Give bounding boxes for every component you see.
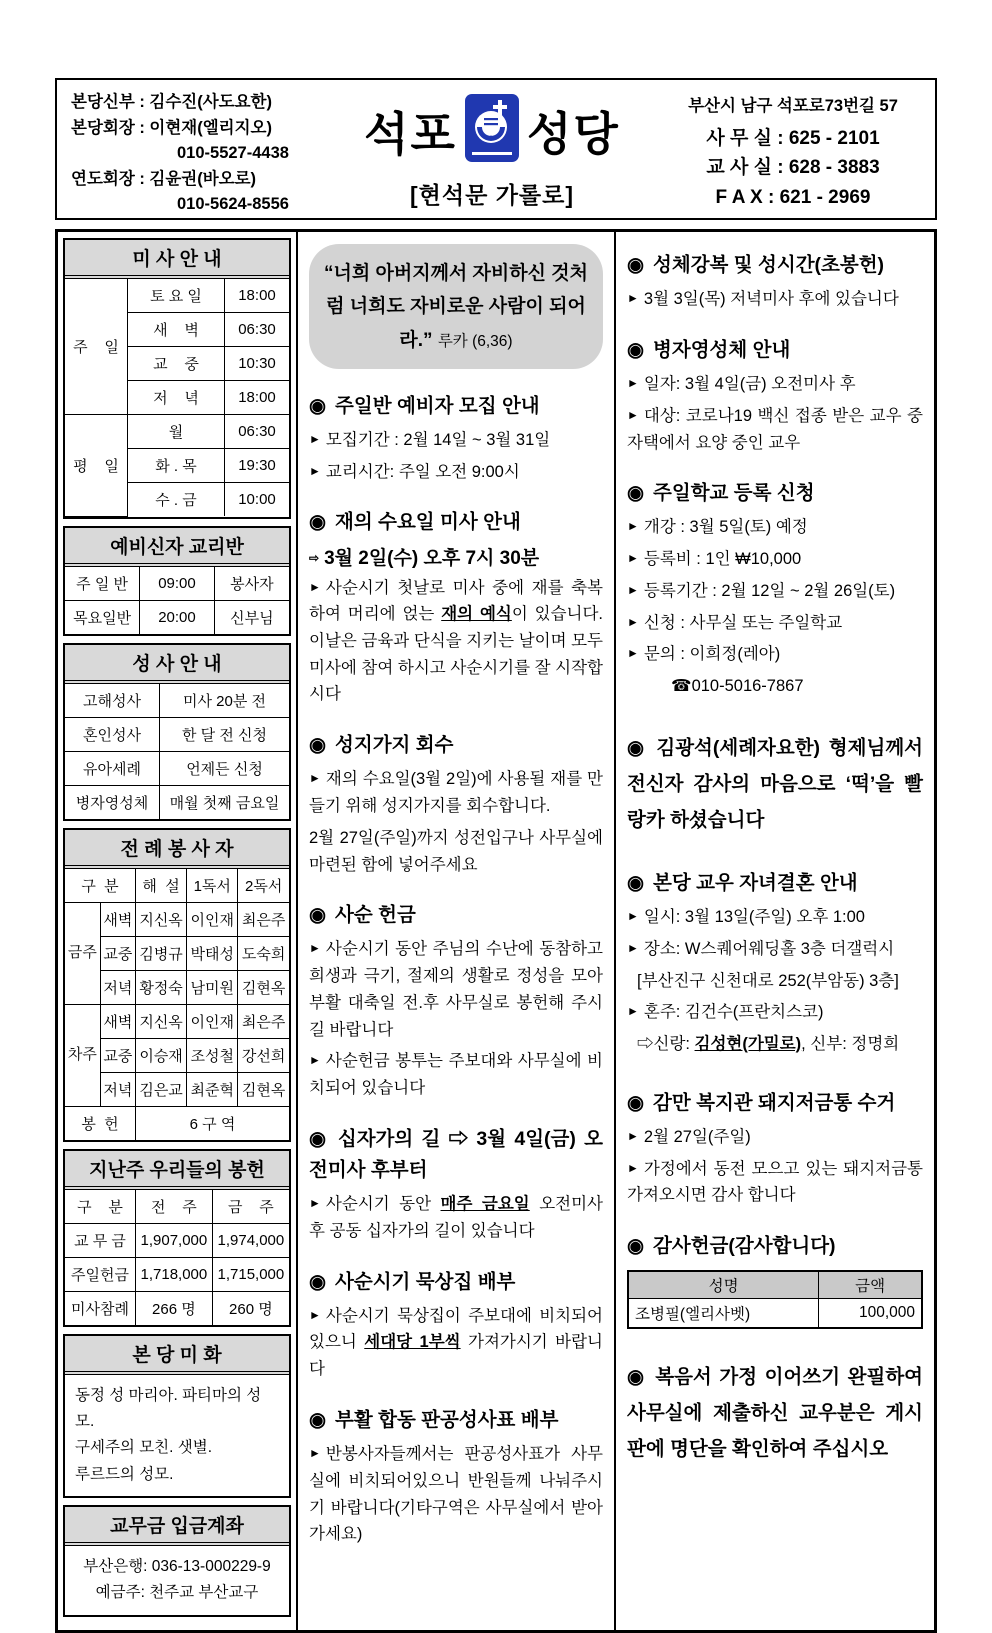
mass-schedule-table (63, 238, 291, 519)
middle-column (298, 232, 616, 1630)
section-bullet-icon: ◉ (309, 1408, 327, 1431)
cell: 266 명 (136, 1291, 213, 1325)
cell: 구 분 (65, 869, 136, 903)
table-row (65, 1291, 289, 1325)
cell: 교중 (100, 936, 135, 970)
account-line: 부산은행: 036-13-000229-9 (83, 1557, 271, 1575)
scripture-quote: “너희 아버지께서 자비하신 것처럼 너희도 자비로운 사람이 되어라.” 루카 (6,36) (309, 244, 603, 369)
contact-line: F A X : 621 - 2969 (715, 186, 871, 208)
staff-phone: 010-5527-4438 (177, 144, 289, 163)
thanks-offering-table (627, 1270, 923, 1329)
bullet-icon: ► (309, 463, 321, 478)
sacraments-table (63, 643, 291, 821)
cell: 차주 (65, 1004, 100, 1106)
cell: 신부님 (214, 600, 289, 634)
section-meditation-book: ◉ 사순시기 묵상집 배부 ► 사순시기 묵상집이 주보대에 비치되어 있으니 세대당 1부씩 가져가시기 바랍니다 (309, 1270, 603, 1379)
cell: 이인재 (187, 902, 238, 936)
table-row (65, 684, 289, 718)
offerings-table (63, 1149, 291, 1327)
section-bullet-icon: ◉ (627, 482, 645, 505)
table-title: 전 례 봉 사 자 (65, 830, 289, 869)
bullet-icon: ► (627, 1128, 639, 1143)
left-column (58, 232, 298, 1630)
cell: 새벽 (100, 902, 135, 936)
cell: 남미원 (187, 970, 238, 1004)
cell: 교중 (100, 1038, 135, 1072)
cell: 1독서 (187, 869, 238, 903)
bank-account-box (63, 1505, 291, 1617)
arrow-icon: ⇨ (309, 550, 320, 565)
bullet-icon: ► (309, 1196, 321, 1211)
cell: 10:30 (225, 347, 290, 381)
bullet-icon: ► (309, 579, 321, 594)
flower-line: 동정 성 마리아. 파티마의 성모. (75, 1386, 262, 1430)
cell: 성명 (628, 1271, 819, 1299)
cell: 20:00 (140, 600, 215, 634)
contact-line: 교 사 실 : 628 - 3883 (706, 157, 880, 179)
section-palm-collection: ◉ 성지가지 회수 ► 재의 수요일(3월 2일)에 사용될 재를 만들기 위해 성지가지를 회수합니다. 2월 27일(주일)까지 성전입구나 사무실에 마련된 함에 넣어주세요 (309, 734, 603, 874)
table-title: 본 당 미 화 (65, 1336, 289, 1375)
table-row (65, 751, 289, 785)
table-row (65, 279, 289, 313)
cell: 최은주 (238, 1004, 289, 1038)
section-ricecake-thanks: ◉ 김광석(세례자요한) 형제님께서 전신자 감사의 마음으로 ‘떡’을 빨랑카 하셨습니다 (627, 736, 923, 831)
main-body (55, 229, 937, 1633)
table-row (628, 1271, 922, 1299)
flower-line: 구세주의 모친. 샛별. (75, 1439, 213, 1457)
bullet-icon: ► (627, 376, 639, 391)
staff-phone: 010-5624-8556 (177, 195, 289, 214)
cell: 100,000 (819, 1299, 922, 1329)
cell: 봉 헌 (65, 1106, 136, 1140)
table-title: 교무금 입금계좌 (65, 1507, 289, 1546)
cell: 06:30 (225, 415, 290, 449)
cell: 박태성 (187, 936, 238, 970)
bullet-icon: ► (627, 582, 639, 597)
table-title: 미 사 안 내 (65, 240, 289, 279)
section-communion-sick: ◉ 병자영성체 안내 ► 일자: 3월 4일(금) 오전미사 후 ► 대상: 코로나19 백신 접종 받은 교우 중 자택에서 요양 중인 교우 (627, 338, 923, 452)
cell: 언제든 신청 (160, 751, 290, 785)
table-title: 지난주 우리들의 봉헌 (65, 1151, 289, 1190)
cell: 06:30 (225, 313, 290, 347)
section-sunday-school: ◉ 주일학교 등록 신청 ► 개강 : 3월 5일(토) 예정 ► 등록비 : 1인 ₩10,000 ► 등록기간 : 2월 12일 ~ 2월 26일(토) ► 신청 : 사무실 또는 주일학교 ► 문의 : 이희정(레아) ☎010-5016-7867 (627, 482, 896, 696)
cell: 봉사자 (214, 567, 289, 601)
section-lent-offering: ◉ 사순 헌금 ► 사순시기 동안 주님의 수난에 동참하고 희생과 극기, 절제의 생활로 정성을 모아 부활 대축일 전.후 사무실로 봉헌해 주시길 바랍니다 ► 사순헌금 봉투는 주보대와 사무실에 비치되어 있습니다 (309, 904, 603, 1097)
section-stations-of-cross: ◉ 십자가의 길 ⇨ 3월 4일(금) 오전미사 후부터 ► 사순시기 동안 매주 금요일 오전미사 후 공동 십자가의 길이 있습니다 (309, 1127, 603, 1240)
cell: 최준혁 (187, 1072, 238, 1106)
cell: 조병필(엘리사벳) (628, 1299, 819, 1329)
cell: 1,718,000 (136, 1257, 213, 1291)
cell: 미사참례 (65, 1291, 136, 1325)
table-row (65, 1004, 289, 1038)
table-title: 예비신자 교리반 (65, 528, 289, 567)
table-row (65, 1190, 289, 1224)
section-catechumen-recruit: ◉ 주일반 예비자 모집 안내 ► 모집기간 : 2월 14일 ~ 3월 31일 ► 교리시간: 주일 오전 9:00시 (309, 394, 551, 481)
church-name-right: 성당 (527, 107, 620, 160)
diocese-logo-icon (465, 94, 519, 167)
cell: 교 무 금 (65, 1223, 136, 1257)
bullet-icon: ► (627, 940, 639, 955)
bullet-icon: ► (309, 941, 321, 956)
section-bullet-icon: ◉ (309, 904, 327, 927)
section-bullet-icon: ◉ (627, 338, 645, 361)
cell: 강선희 (238, 1038, 289, 1072)
cell: 김현옥 (238, 970, 289, 1004)
cell: 김병규 (136, 936, 187, 970)
cell: 주 일 (65, 279, 128, 415)
right-column (616, 232, 934, 1630)
cell: 저 녁 (128, 381, 225, 415)
bullet-icon: ► (309, 431, 321, 446)
cell: 병자영성체 (65, 785, 160, 819)
cell: 조성철 (187, 1038, 238, 1072)
cell: 혼인성사 (65, 717, 160, 751)
table-row (65, 415, 289, 449)
arrow-icon: ⇨ (448, 1127, 469, 1150)
cell: 새벽 (100, 1004, 135, 1038)
section-bullet-icon: ◉ (627, 1235, 645, 1258)
cell: 금주 (65, 902, 100, 1004)
table-row (65, 1106, 289, 1140)
cell: 저녁 (100, 970, 135, 1004)
staff-line: 연도회장 : 김윤권(바오로) (71, 169, 257, 188)
cell: 18:00 (225, 279, 290, 313)
cell: 한 달 전 신청 (160, 717, 290, 751)
section-benediction: ◉ 성체강복 및 성시간(초봉헌) ► 3월 3일(목) 저녁미사 후에 있습니다 (627, 254, 899, 309)
bullet-icon: ► (627, 646, 639, 661)
cell: 매월 첫째 금요일 (160, 785, 290, 819)
section-gospel-writing: ◉ 복음서 가정 이어쓰기 완필하여 사무실에 제출하신 교우분은 게시판에 명단을 확인하여 주십시오 (627, 1366, 924, 1461)
table-row (628, 1299, 922, 1329)
cell: 1,715,000 (212, 1257, 289, 1291)
phone-icon: ☎ (671, 677, 692, 696)
cell: 고해성사 (65, 684, 160, 718)
cell: 토 요 일 (128, 279, 225, 313)
bullet-icon: ► (627, 1160, 639, 1175)
bullet-icon: ► (627, 519, 639, 534)
cell: 지신옥 (136, 1004, 187, 1038)
bullet-icon: ► (627, 909, 639, 924)
cell: 목요일반 (65, 600, 140, 634)
header (55, 78, 937, 220)
cell: 1,974,000 (212, 1223, 289, 1257)
cell: 평 일 (65, 415, 128, 517)
staff-line: 본당회장 : 이현재(엘리지오) (71, 118, 272, 137)
section-bullet-icon: ◉ (309, 1270, 327, 1293)
table-row (65, 567, 289, 601)
cell: 최은주 (238, 902, 289, 936)
cell: 도숙희 (238, 936, 289, 970)
table-row (65, 1257, 289, 1291)
cell: 2독서 (238, 869, 289, 903)
cell: 260 명 (212, 1291, 289, 1325)
section-bullet-icon: ◉ (309, 1127, 329, 1150)
arrow-icon: ⇨ (637, 1035, 654, 1053)
cell: 주일헌금 (65, 1257, 136, 1291)
table-row (65, 717, 289, 751)
contact-line: 사 무 실 : 625 - 2101 (706, 128, 880, 149)
section-piggy-bank: ◉ 감만 복지관 돼지저금통 수거 ► 2월 27일(주일) ► 가정에서 동전 모으고 있는 돼지저금통 가져오시면 감사 합니다 (627, 1091, 923, 1205)
section-bullet-icon: ◉ (309, 734, 327, 757)
cell: 월 (128, 415, 225, 449)
cell: 09:00 (140, 567, 215, 601)
section-bullet-icon: ◉ (627, 1366, 647, 1389)
cell: 미사 20분 전 (160, 684, 290, 718)
table-row (65, 1223, 289, 1257)
cell: 19:30 (225, 449, 290, 483)
church-title-block (333, 80, 651, 218)
cell: 해 설 (136, 869, 187, 903)
cell: 주 일 반 (65, 567, 140, 601)
bullet-icon: ► (627, 407, 639, 422)
table-row (65, 600, 289, 634)
bullet-icon: ► (309, 1307, 321, 1322)
liturgy-servers-table (63, 828, 291, 1142)
patron-name: [현석문 가롤로] (409, 182, 575, 208)
section-bullet-icon: ◉ (309, 511, 327, 534)
cell: 수 . 금 (128, 483, 225, 517)
cell: 18:00 (225, 381, 290, 415)
cell: 금액 (819, 1271, 922, 1299)
section-thanks-offering: ◉ 감사헌금(감사합니다) 성명 금액 조병필(엘리사벳) 100,000 (627, 1231, 923, 1329)
cell: 교 중 (128, 347, 225, 381)
church-flowers-box (63, 1334, 291, 1498)
table-row (65, 869, 289, 903)
section-bullet-icon: ◉ (627, 1091, 645, 1114)
bullet-icon: ► (627, 1004, 639, 1019)
section-bullet-icon: ◉ (627, 871, 645, 894)
section-bullet-icon: ◉ (627, 254, 645, 276)
bullet-icon: ► (309, 1446, 321, 1461)
scripture-ref: 루카 (6,36) (437, 332, 513, 350)
cell: 6 구 역 (136, 1106, 290, 1140)
flower-line: 루르드의 성모. (75, 1465, 174, 1483)
table-row (65, 785, 289, 819)
section-wedding: ◉ 본당 교우 자녀결혼 안내 ► 일시: 3월 13일(주일) 오후 1:00 ► 장소: W스퀘어웨딩홀 3층 더갤럭시 [부산진구 신천대로 252(부암동) 3층] ► 혼주: 김건수(프란치스코) ⇨신랑: 김성현(가밀로), 신부: 정명희 (627, 871, 900, 1053)
section-bullet-icon: ◉ (309, 394, 327, 417)
cell: 구 분 (65, 1190, 136, 1224)
cell: 1,907,000 (136, 1223, 213, 1257)
cell: 전 주 (136, 1190, 213, 1224)
bullet-icon: ► (309, 1053, 321, 1068)
cell: 새 벽 (128, 313, 225, 347)
cell: 김현옥 (238, 1072, 289, 1106)
cell: 10:00 (225, 483, 290, 517)
catechism-table (63, 526, 291, 636)
contact-info (651, 80, 935, 218)
cell: 이인재 (187, 1004, 238, 1038)
church-address: 부산시 남구 석포로73번길 57 (688, 97, 898, 115)
cell: 지신옥 (136, 902, 187, 936)
cell: 김은교 (136, 1072, 187, 1106)
table-row (65, 902, 289, 936)
church-name-left: 석포 (364, 107, 457, 160)
staff-line: 본당신부 : 김수진(사도요한) (71, 93, 272, 111)
cell: 금 주 (212, 1190, 289, 1224)
bullet-icon: ► (627, 551, 639, 566)
section-ash-wednesday: ◉ 재의 수요일 미사 안내 ⇨ 3월 2일(수) 오후 7시 30분 ► 사순시기 첫날로 미사 중에 재를 축복하여 머리에 얹는 재의 예식이 있습니다. 이날은 금육과 단식을 지키는 날이며 모두 미사에 참여 하시고 사순시기를 잘 시작합시다 (309, 511, 603, 704)
cell: 황정숙 (136, 970, 187, 1004)
cell: 저녁 (100, 1072, 135, 1106)
section-easter-confession: ◉ 부활 합동 판공성사표 배부 ► 반봉사자들께서는 판공성사표가 사무실에 비치되어있으니 반원들께 나눠주시기 바랍니다(기타구역은 사무실에서 받아가세요) (309, 1408, 603, 1544)
bullet-icon: ► (309, 771, 321, 786)
cell: 유아세례 (65, 751, 160, 785)
staff-info (57, 80, 333, 218)
section-bullet-icon: ◉ (627, 736, 648, 759)
bullet-icon: ► (627, 291, 639, 306)
table-title: 성 사 안 내 (65, 645, 289, 684)
cell: 이승재 (136, 1038, 187, 1072)
bullet-icon: ► (627, 614, 639, 629)
cell: 화 . 목 (128, 449, 225, 483)
account-line: 예금주: 천주교 부산교구 (95, 1584, 259, 1602)
